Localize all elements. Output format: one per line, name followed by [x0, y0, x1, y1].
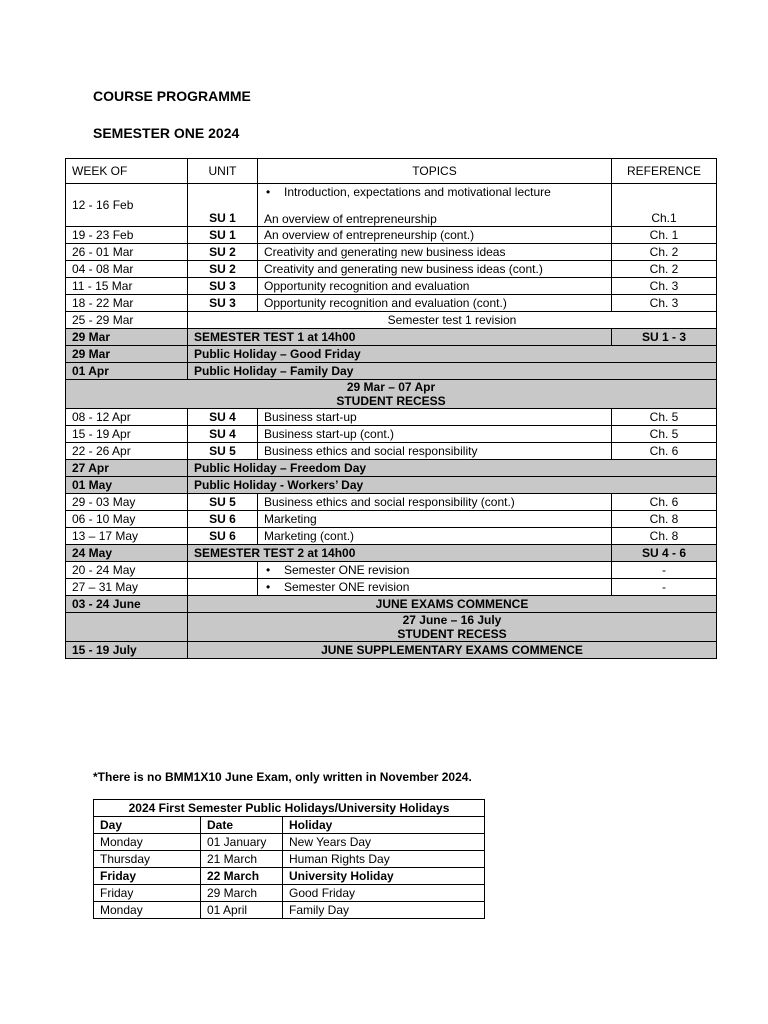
reference-cell: -	[612, 579, 717, 596]
date-cell: 22 March	[201, 868, 283, 885]
header-topics: TOPICS	[258, 159, 612, 184]
recess-cell	[66, 380, 717, 409]
unit-cell	[188, 579, 258, 596]
revision-cell: Semester test 1 revision	[188, 312, 717, 329]
holiday-row	[94, 851, 485, 868]
table-row-test	[66, 545, 717, 562]
recess-label: STUDENT RECESS	[336, 394, 446, 408]
page-subtitle: SEMESTER ONE 2024	[93, 125, 240, 141]
holiday-cell: Public Holiday - Workers’ Day	[188, 477, 717, 494]
table-row-recess	[66, 613, 717, 642]
holidays-title-row	[94, 800, 485, 817]
table-row	[66, 443, 717, 460]
date-cell: 21 March	[201, 851, 283, 868]
reference-cell: SU 1 - 3	[612, 329, 717, 346]
unit-cell: SU 3	[188, 278, 258, 295]
topic-cell: Marketing (cont.)	[258, 528, 612, 545]
topic-cell: An overview of entrepreneurship (cont.)	[258, 227, 612, 244]
week-cell: 04 - 08 Mar	[66, 261, 188, 278]
week-cell: 13 – 17 May	[66, 528, 188, 545]
table-row-recess	[66, 380, 717, 409]
table-row	[66, 494, 717, 511]
holidays-table	[93, 799, 485, 919]
week-cell: 19 - 23 Feb	[66, 227, 188, 244]
recess-dates: 29 Mar – 07 Apr	[346, 380, 436, 394]
page-title: COURSE PROGRAMME	[93, 88, 251, 104]
holiday-row	[94, 868, 485, 885]
week-cell: 20 - 24 May	[66, 562, 188, 579]
table-row	[66, 409, 717, 426]
exams-cell: JUNE SUPPLEMENTARY EXAMS COMMENCE	[188, 642, 717, 659]
week-cell: 29 - 03 May	[66, 494, 188, 511]
table-row	[66, 426, 717, 443]
day-cell: Thursday	[94, 851, 201, 868]
recess-dates: 27 June – 16 July	[402, 613, 502, 627]
holiday-cell: New Years Day	[283, 834, 485, 851]
holiday-cell: Public Holiday – Family Day	[188, 363, 717, 380]
week-cell: 22 - 26 Apr	[66, 443, 188, 460]
reference-value: Ch.1	[651, 211, 677, 225]
week-cell: 27 Apr	[66, 460, 188, 477]
reference-cell: Ch. 5	[612, 426, 717, 443]
table-row-test	[66, 329, 717, 346]
table-row-holiday	[66, 477, 717, 494]
week-cell: 25 - 29 Mar	[66, 312, 188, 329]
reference-cell: Ch. 1	[612, 227, 717, 244]
week-cell: 03 - 24 June	[66, 596, 188, 613]
unit-cell: SU 4	[188, 426, 258, 443]
table-row	[66, 579, 717, 596]
week-cell: 29 Mar	[66, 346, 188, 363]
table-row	[66, 227, 717, 244]
week-cell: 12 - 16 Feb	[66, 184, 188, 227]
date-cell: 29 March	[201, 885, 283, 902]
table-row-revision	[66, 312, 717, 329]
reference-cell: Ch. 6	[612, 443, 717, 460]
table-row-holiday	[66, 460, 717, 477]
date-cell: 01 January	[201, 834, 283, 851]
course-programme-table	[65, 158, 717, 659]
unit-cell: SU 6	[188, 528, 258, 545]
holiday-row	[94, 902, 485, 919]
week-cell: 15 - 19 Apr	[66, 426, 188, 443]
topic-text: Semester ONE revision	[284, 580, 410, 594]
topic-cell: Business ethics and social responsibility (cont.)	[258, 494, 612, 511]
exam-note: *There is no BMM1X10 June Exam, only written in November 2024.	[93, 770, 472, 784]
table-row	[66, 244, 717, 261]
unit-cell: SU 1	[188, 227, 258, 244]
week-cell: 29 Mar	[66, 329, 188, 346]
reference-cell: Ch. 3	[612, 295, 717, 312]
holiday-row	[94, 885, 485, 902]
holiday-cell: University Holiday	[283, 868, 485, 885]
table-row	[66, 528, 717, 545]
holiday-cell: Family Day	[283, 902, 485, 919]
table-row	[66, 511, 717, 528]
unit-cell: SU 2	[188, 261, 258, 278]
day-cell: Friday	[94, 868, 201, 885]
topic-text: An overview of entrepreneurship	[264, 212, 437, 226]
holiday-row	[94, 834, 485, 851]
unit-value: SU 1	[209, 211, 236, 225]
holidays-title: 2024 First Semester Public Holidays/University Holidays	[94, 800, 485, 817]
day-cell: Friday	[94, 885, 201, 902]
topic-cell: Creativity and generating new business ideas	[258, 244, 612, 261]
header-holiday: Holiday	[283, 817, 485, 834]
topic-cell	[258, 579, 612, 596]
week-cell: 01 May	[66, 477, 188, 494]
week-cell: 01 Apr	[66, 363, 188, 380]
holiday-cell: Human Rights Day	[283, 851, 485, 868]
topic-cell: Marketing	[258, 511, 612, 528]
date-cell: 01 April	[201, 902, 283, 919]
unit-cell: SU 2	[188, 244, 258, 261]
holiday-cell: Public Holiday – Good Friday	[188, 346, 717, 363]
topic-cell: Opportunity recognition and evaluation	[258, 278, 612, 295]
table-row	[66, 278, 717, 295]
table-row-exams	[66, 596, 717, 613]
topic-cell	[258, 184, 612, 227]
day-cell: Monday	[94, 834, 201, 851]
unit-cell: SU 5	[188, 443, 258, 460]
table-header-row	[66, 159, 717, 184]
table-row-exams	[66, 642, 717, 659]
reference-cell: Ch. 3	[612, 278, 717, 295]
week-cell: 26 - 01 Mar	[66, 244, 188, 261]
week-cell: 11 - 15 Mar	[66, 278, 188, 295]
header-reference: REFERENCE	[612, 159, 717, 184]
unit-cell	[188, 562, 258, 579]
unit-cell: SU 6	[188, 511, 258, 528]
topic-cell: Business start-up	[258, 409, 612, 426]
holiday-cell: Good Friday	[283, 885, 485, 902]
recess-label: STUDENT RECESS	[397, 627, 507, 641]
topic-bullet-line	[264, 184, 605, 199]
unit-cell: SU 5	[188, 494, 258, 511]
bullet-icon: •	[266, 563, 271, 577]
week-cell: 08 - 12 Apr	[66, 409, 188, 426]
week-cell: 06 - 10 May	[66, 511, 188, 528]
table-row	[66, 562, 717, 579]
test-cell: SEMESTER TEST 1 at 14h00	[188, 329, 612, 346]
week-cell	[66, 613, 188, 642]
topic-cell: Business ethics and social responsibility	[258, 443, 612, 460]
topic-bullet-text: Introduction, expectations and motivational lecture	[284, 185, 551, 199]
header-week: WEEK OF	[66, 159, 188, 184]
test-cell: SEMESTER TEST 2 at 14h00	[188, 545, 612, 562]
topic-cell: Opportunity recognition and evaluation (cont.)	[258, 295, 612, 312]
topic-cell: Business start-up (cont.)	[258, 426, 612, 443]
reference-cell: -	[612, 562, 717, 579]
week-cell: 18 - 22 Mar	[66, 295, 188, 312]
table-row-holiday	[66, 346, 717, 363]
exams-cell: JUNE EXAMS COMMENCE	[188, 596, 717, 613]
reference-cell: SU 4 - 6	[612, 545, 717, 562]
reference-cell: Ch. 8	[612, 528, 717, 545]
unit-cell	[188, 184, 258, 227]
reference-cell	[612, 184, 717, 227]
day-cell: Monday	[94, 902, 201, 919]
header-unit: UNIT	[188, 159, 258, 184]
bullet-icon: •	[266, 185, 271, 199]
holiday-cell: Public Holiday – Freedom Day	[188, 460, 717, 477]
week-cell: 27 – 31 May	[66, 579, 188, 596]
unit-cell: SU 4	[188, 409, 258, 426]
table-row	[66, 295, 717, 312]
table-row-holiday	[66, 363, 717, 380]
reference-cell: Ch. 2	[612, 261, 717, 278]
bullet-icon: •	[266, 580, 271, 594]
header-date: Date	[201, 817, 283, 834]
table-row	[66, 261, 717, 278]
week-cell: 24 May	[66, 545, 188, 562]
topic-cell: Creativity and generating new business ideas (cont.)	[258, 261, 612, 278]
topic-cell	[258, 562, 612, 579]
unit-cell: SU 3	[188, 295, 258, 312]
header-day: Day	[94, 817, 201, 834]
reference-cell: Ch. 8	[612, 511, 717, 528]
reference-cell: Ch. 5	[612, 409, 717, 426]
reference-cell: Ch. 2	[612, 244, 717, 261]
reference-cell: Ch. 6	[612, 494, 717, 511]
topic-text: Semester ONE revision	[284, 563, 410, 577]
table-row	[66, 184, 717, 227]
holidays-header-row	[94, 817, 485, 834]
week-cell: 15 - 19 July	[66, 642, 188, 659]
recess-cell	[188, 613, 717, 642]
